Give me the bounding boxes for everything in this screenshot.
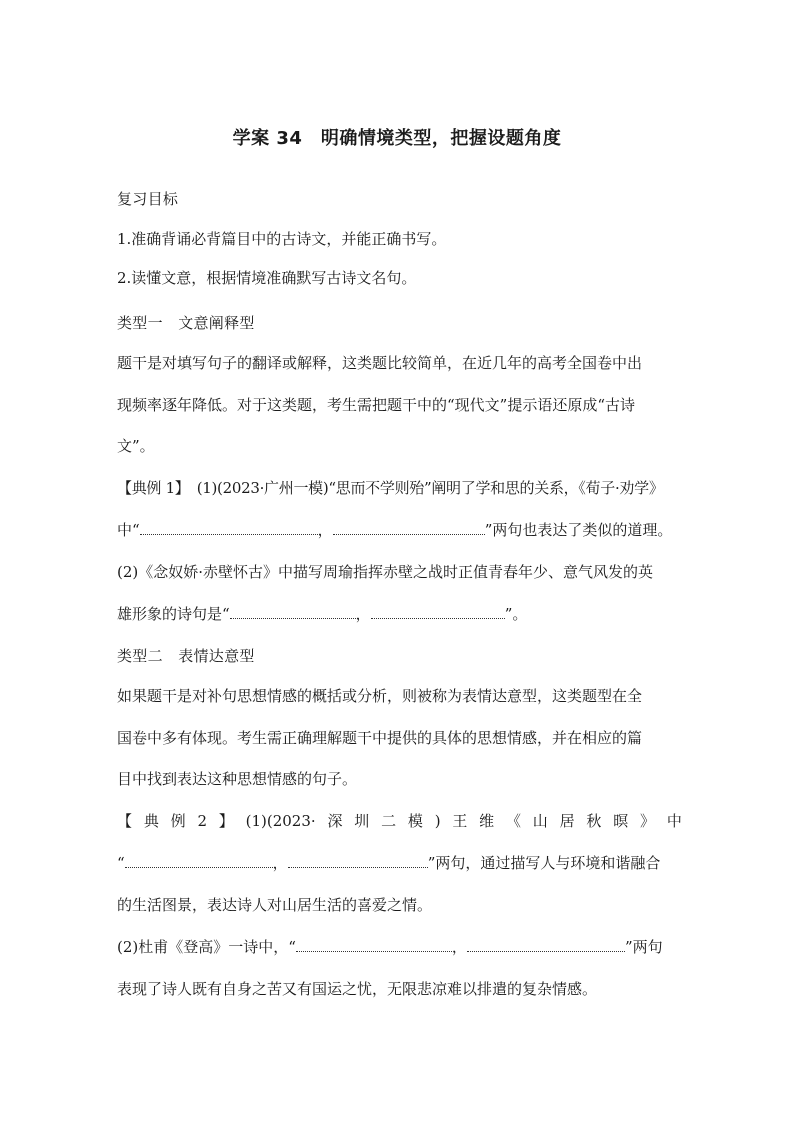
example2-token: 居 [559, 812, 575, 830]
type1-heading: 类型一 文意阐释型 [117, 314, 255, 332]
example1-line-2 [117, 519, 682, 541]
example2-q2-line1-post: ”两句 [624, 938, 663, 956]
type2-heading: 类型二 表情达意型 [117, 647, 255, 665]
example2-token: 秋 [586, 812, 602, 830]
example1-line2-post: ”两句也表达了类似的道理。 [484, 521, 673, 539]
example2-token: 》 [640, 812, 656, 830]
example2-token: 圳 [354, 812, 370, 830]
example2-line-3: 的生活图景，表达诗人对山居生活的喜爱之情。 [117, 896, 433, 914]
example2-token: (1)(2023· [245, 812, 316, 830]
example2-line2-post: ”两句，通过描写人与环境和谐融合 [427, 854, 661, 872]
type2-desc-line-3: 目中找到表达这种思想情感的句子。 [117, 770, 358, 788]
fill-blank[interactable] [230, 604, 356, 619]
type2-desc-line-1: 如果题干是对补句思想情感的概括或分析，则被称为表情达意型，这类题型在全 [117, 687, 643, 705]
example2-token: 中 [666, 812, 682, 830]
example2-line2-mid: ， [272, 854, 288, 872]
type1-desc-line-2: 现频率逐年降低。对于这类题，考生需把题干中的“现代文”提示语还原成“古诗 [117, 396, 636, 414]
example2-q2-line-1 [117, 936, 682, 958]
example2-line-1 [117, 810, 682, 832]
fill-blank[interactable] [296, 937, 452, 952]
example1-q2-line2-mid: ， [355, 605, 371, 623]
example1-q2-line-1: (2)《念奴娇·赤壁怀古》中描写周瑜指挥赤壁之战时正值青春年少、意气风发的英 [117, 563, 654, 581]
fill-blank[interactable] [288, 853, 428, 868]
example1-line2-pre: 中“ [117, 521, 140, 539]
example1-line-1: 【典例 1】 (1)(2023·广州一模)“思而不学则殆”阐明了学和思的关系，《荀子·劝学》 [117, 479, 664, 497]
example2-line-2 [117, 852, 682, 874]
example2-token: 二 [381, 812, 397, 830]
example2-token: 】 [218, 812, 234, 830]
type1-desc-line-1: 题干是对填写句子的翻译或解释，这类题比较简单，在近几年的高考全国卷中出 [117, 354, 643, 372]
fill-blank[interactable] [371, 604, 505, 619]
example2-token: 王 [452, 812, 468, 830]
example2-token: 山 [532, 812, 548, 830]
example2-q2-line-2: 表现了诗人既有自身之苦又有国运之忧，无限悲凉难以排遣的复杂情感。 [117, 980, 598, 998]
example2-q2-line1-mid: ， [451, 938, 467, 956]
example2-token: ) [434, 812, 441, 830]
example2-token: 《 [505, 812, 521, 830]
page-title: 学案 34 明确情境类型，把握设题角度 [232, 128, 562, 149]
example2-token: 【 [117, 812, 133, 830]
fill-blank[interactable] [125, 853, 273, 868]
example2-token: 维 [479, 812, 495, 830]
example2-token: 例 [170, 812, 186, 830]
fill-blank[interactable] [467, 937, 625, 952]
review-item-1: 1.准确背诵必背篇目中的古诗文，并能正确书写。 [117, 230, 447, 248]
review-heading: 复习目标 [117, 190, 179, 208]
example2-token: 深 [327, 812, 343, 830]
example1-q2-line2-pre: 雄形象的诗句是“ [117, 605, 230, 623]
example2-line2-pre: “ [117, 854, 125, 872]
example2-q2-line1-pre: (2)杜甫《登高》一诗中，“ [117, 938, 296, 956]
type2-desc-line-2: 国卷中多有体现。考生需正确理解题干中提供的具体的思想情感，并在相应的篇 [117, 729, 643, 747]
example1-q2-line-2 [117, 603, 682, 625]
example2-token: 暝 [613, 812, 629, 830]
example1-q2-line2-post: ”。 [504, 605, 528, 623]
example2-token: 模 [407, 812, 423, 830]
type1-desc-line-3: 文”。 [117, 437, 155, 455]
example2-token: 2 [197, 812, 207, 830]
review-item-2: 2.读懂文意，根据情境准确默写古诗文名句。 [117, 269, 417, 287]
example1-line2-mid: ， [317, 521, 333, 539]
example2-token: 典 [143, 812, 159, 830]
fill-blank[interactable] [140, 520, 318, 535]
fill-blank[interactable] [333, 520, 485, 535]
